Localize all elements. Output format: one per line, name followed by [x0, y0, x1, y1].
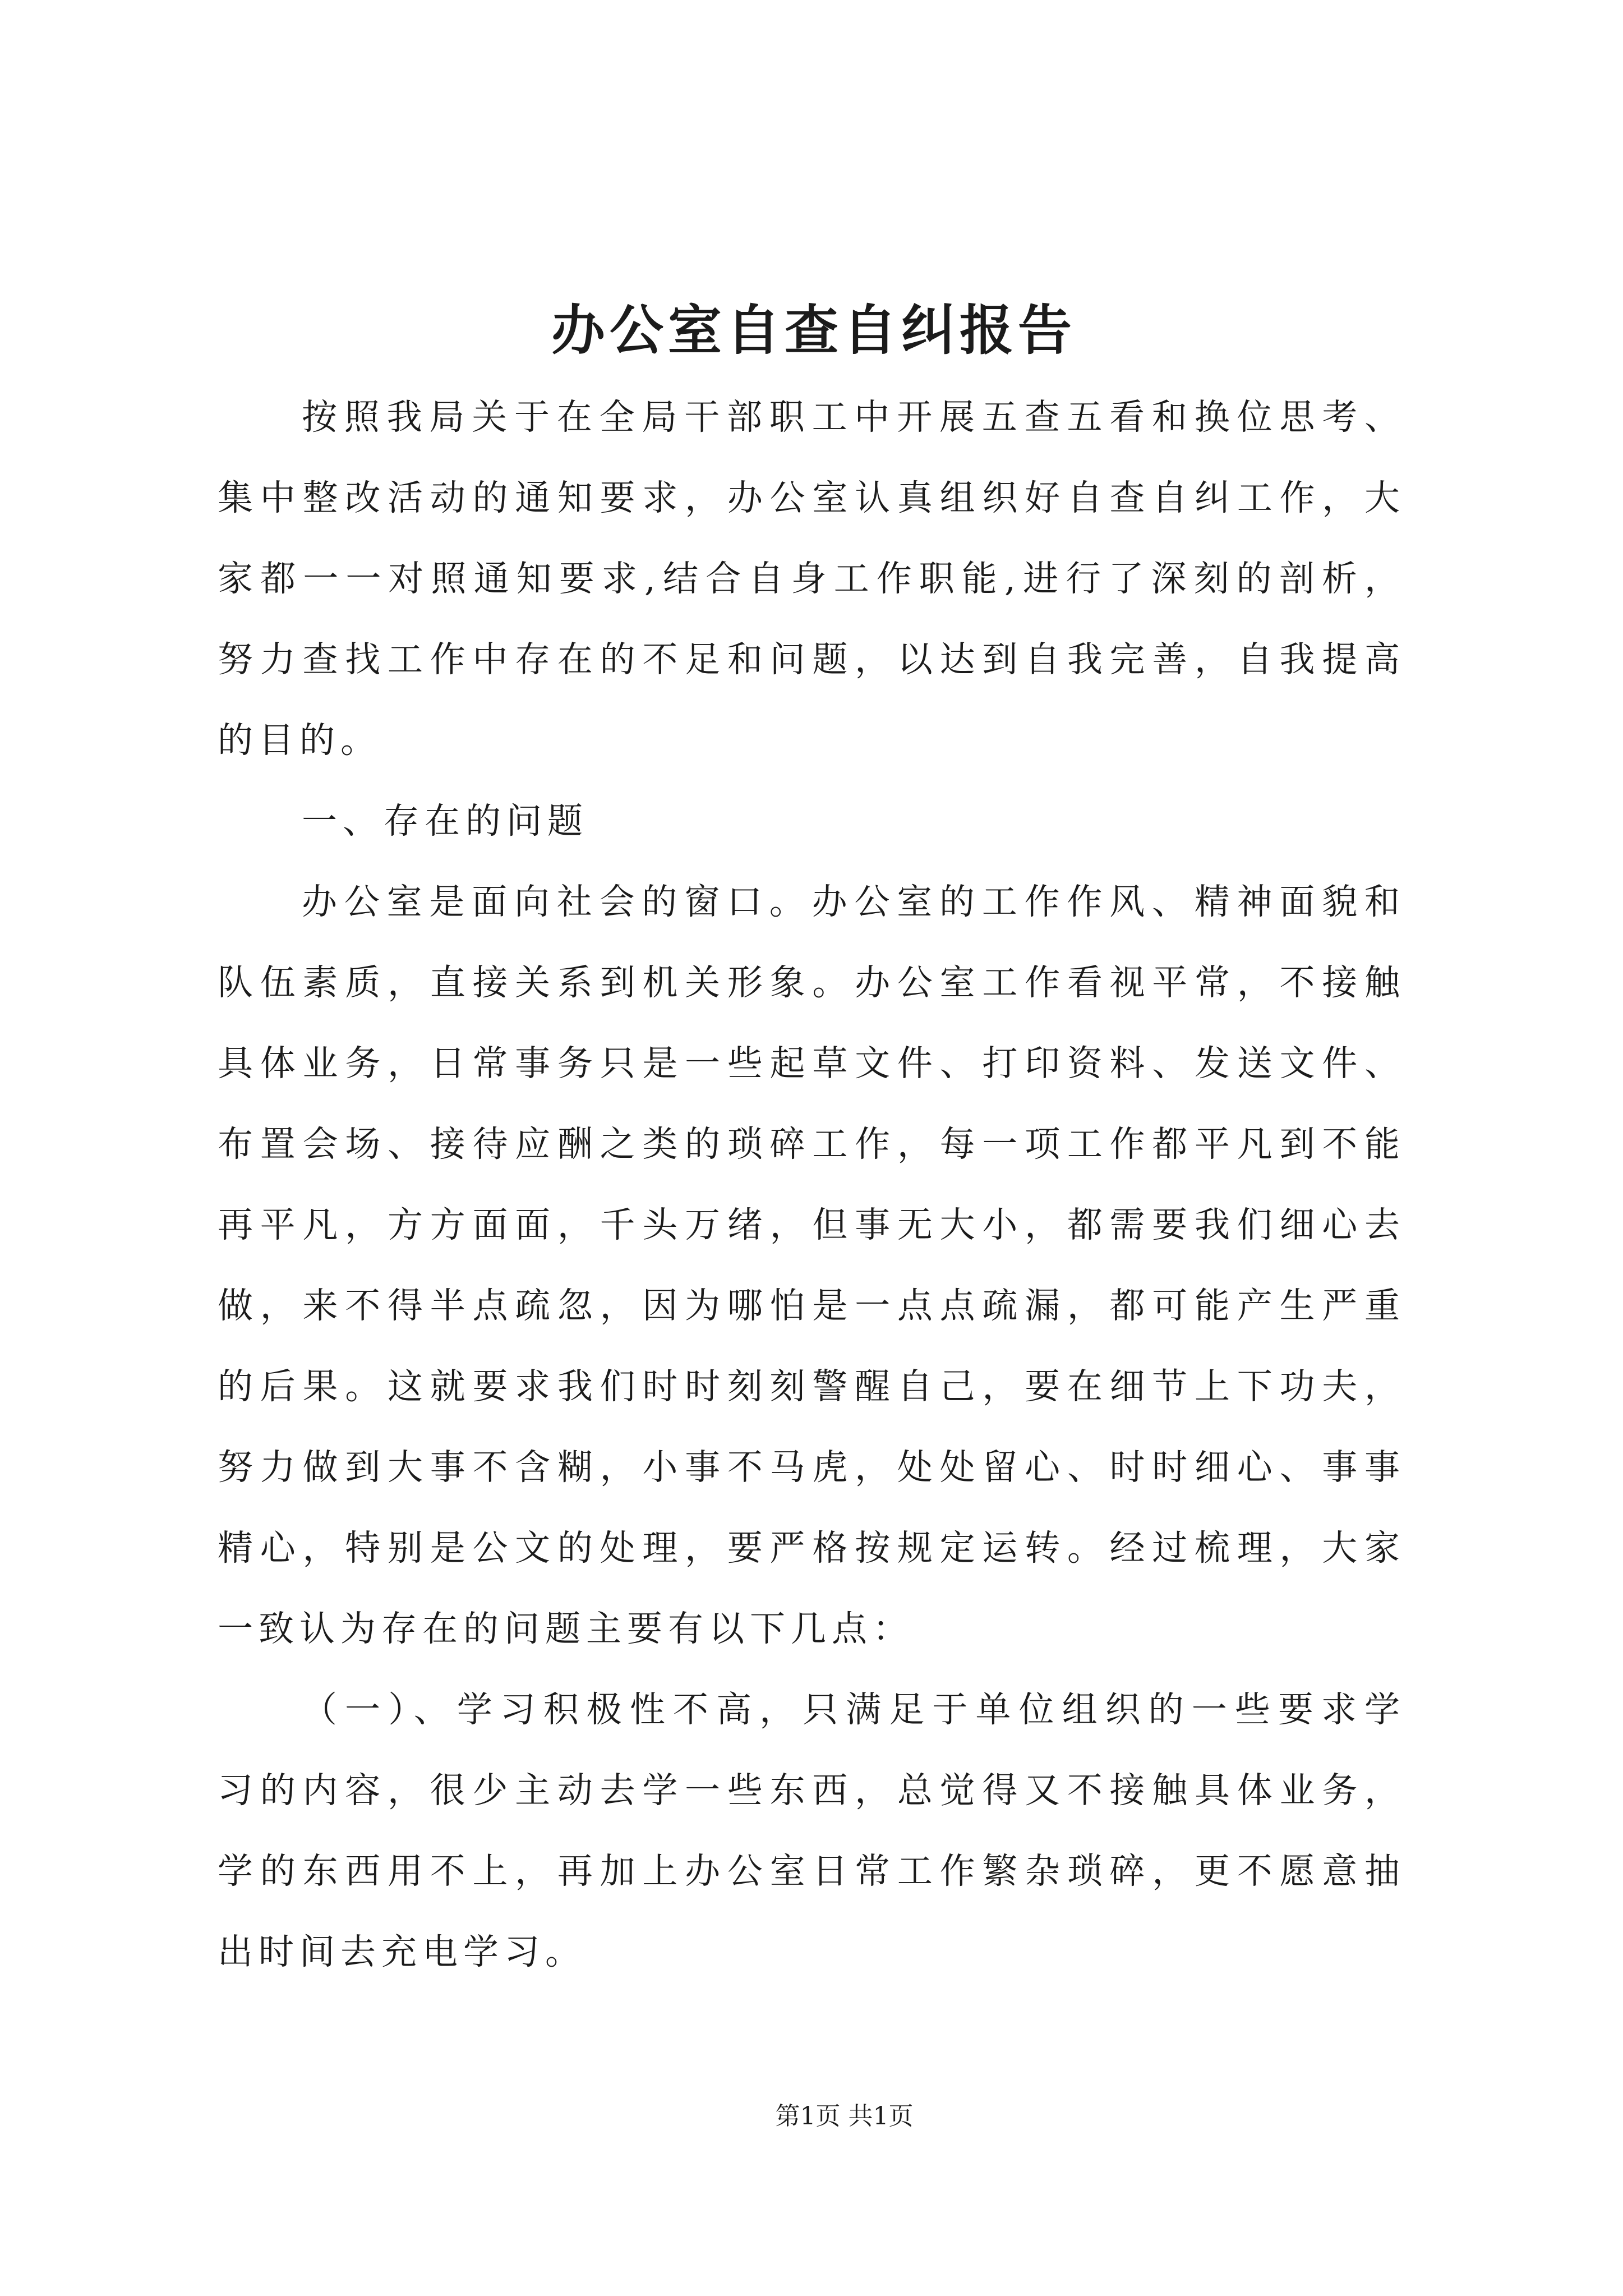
document-title: 办公室自查自纠报告 [551, 298, 1076, 362]
section-heading [218, 781, 1405, 862]
text-line: 一致认为存在的问题主要有以下几点： [218, 1608, 914, 1649]
text-line: 集中整改活动的通知要求，办公室认真组织好自查自纠工作，大 [218, 477, 1405, 518]
text-line: 具体业务，日常事务只是一些起草文件、打印资料、发送文件、 [218, 1043, 1405, 1084]
document-body [218, 377, 1405, 1993]
text-line: 按照我局关于在全局干部职工中开展五查五看和换位思考、 [302, 397, 1405, 438]
intro-paragraph [218, 377, 1405, 781]
text-line: 的后果。这就要求我们时时刻刻警醒自己，要在细节上下功夫， [218, 1366, 1405, 1407]
text-line: 努力查找工作中存在的不足和问题，以达到自我完善，自我提高 [218, 639, 1405, 680]
body-paragraph [218, 862, 1405, 1669]
text-line: 家都一一对照通知要求,结合自身工作职能,进行了深刻的剖析， [218, 558, 1405, 599]
text-line: 习的内容，很少主动去学一些东西，总觉得又不接触具体业务， [218, 1770, 1405, 1811]
list-item-paragraph [218, 1669, 1405, 1993]
text-line: 办公室是面向社会的窗口。办公室的工作作风、精神面貌和 [302, 881, 1405, 922]
text-line: 努力做到大事不含糊，小事不马虎，处处留心、时时细心、事事 [218, 1447, 1405, 1488]
section-heading-text: 一、存在的问题 [302, 800, 588, 841]
text-line: 做，来不得半点疏忽，因为哪怕是一点点疏漏，都可能产生严重 [218, 1285, 1405, 1326]
page-number-footer: 第1页 共1页 [775, 2102, 914, 2131]
text-line: 学的东西用不上，再加上办公室日常工作繁杂琐碎，更不愿意抽 [218, 1851, 1405, 1892]
text-line: 队伍素质，直接关系到机关形象。办公室工作看视平常，不接触 [218, 962, 1405, 1003]
text-line: 出时间去充电学习。 [218, 1931, 586, 1972]
text-line: 的目的。 [218, 720, 381, 761]
text-line: 再平凡，方方面面，千头万绪，但事无大小，都需要我们细心去 [218, 1204, 1405, 1245]
text-line: 布置会场、接待应酬之类的琐碎工作，每一项工作都平凡到不能 [218, 1124, 1405, 1165]
text-line: 精心，特别是公文的处理，要严格按规定运转。经过梳理，大家 [218, 1527, 1405, 1568]
text-line: （一）、学习积极性不高，只满足于单位组织的一些要求学 [302, 1689, 1405, 1730]
